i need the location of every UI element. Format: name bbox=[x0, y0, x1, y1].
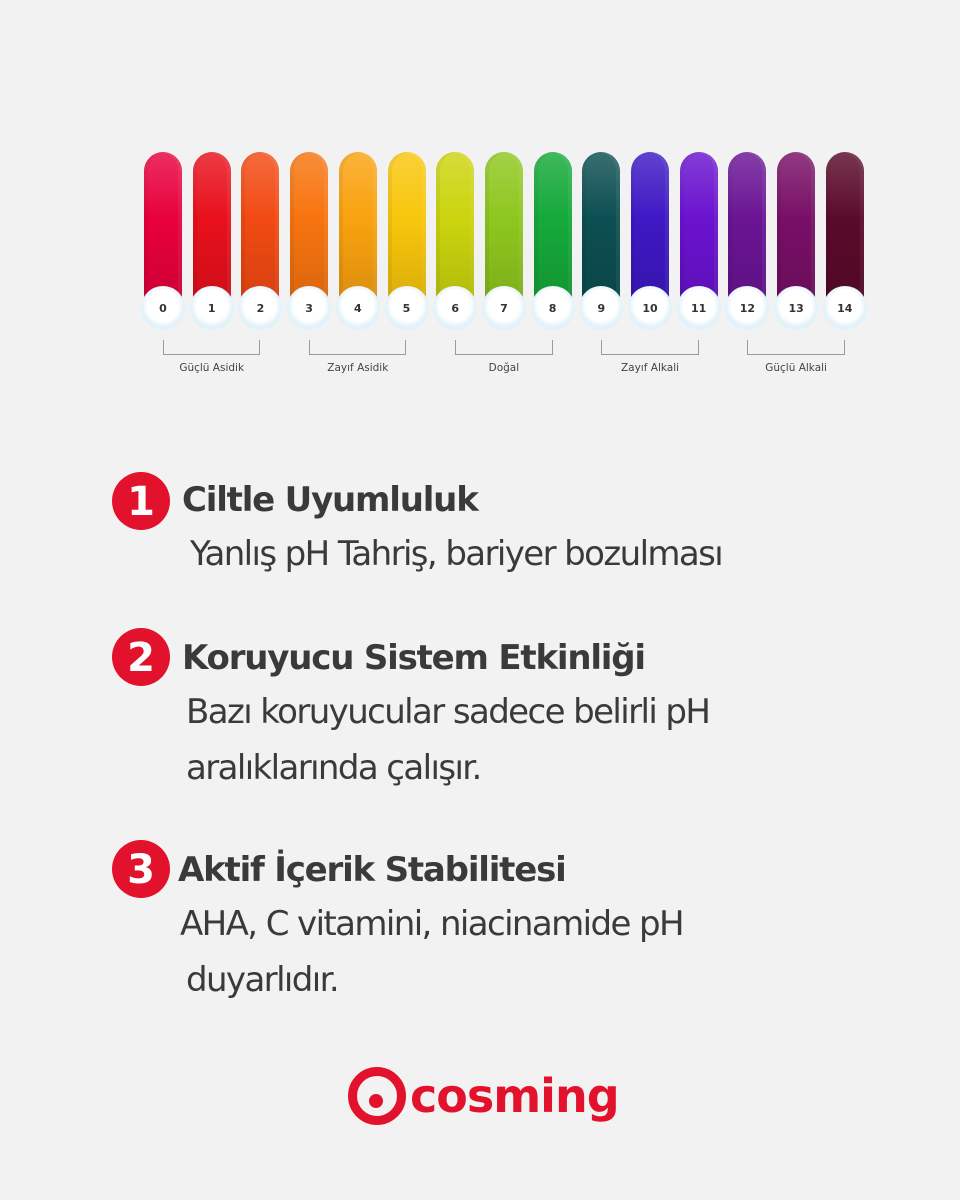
ph-tube-13 bbox=[777, 152, 815, 302]
ph-tube-10 bbox=[631, 152, 669, 302]
point-text-3b: duyarlıdır. bbox=[186, 960, 339, 1000]
ph-scale bbox=[0, 0, 960, 400]
ph-group-label: Güçlü Asidik bbox=[179, 362, 245, 374]
point-title-2: Koruyucu Sistem Etkinliği bbox=[182, 638, 645, 678]
number-badge-2: 2 bbox=[112, 628, 170, 686]
ph-tube-12 bbox=[728, 152, 766, 302]
ph-value-label: 14 bbox=[837, 301, 853, 315]
ph-value-label: 5 bbox=[402, 301, 411, 315]
brand-logo bbox=[348, 1064, 619, 1128]
ph-tube-3 bbox=[290, 152, 328, 302]
ph-value-10 bbox=[628, 286, 672, 330]
logo-mark-icon bbox=[348, 1067, 406, 1125]
point-text-2a: Bazı koruyucular sadece belirli pH bbox=[186, 692, 710, 732]
ph-group-label: Zayıf Alkali bbox=[620, 362, 680, 374]
ph-tube-5 bbox=[388, 152, 426, 302]
ph-value-12 bbox=[725, 286, 769, 330]
ph-value-5 bbox=[385, 286, 429, 330]
ph-value-11 bbox=[677, 286, 721, 330]
ph-value-2 bbox=[238, 286, 282, 330]
ph-value-label: 3 bbox=[305, 301, 313, 315]
ph-group-label: Güçlü Alkali bbox=[765, 362, 827, 374]
ph-value-label: 10 bbox=[642, 301, 658, 315]
point-text-1: Yanlış pH Tahriş, bariyer bozulması bbox=[190, 534, 723, 574]
ph-value-4 bbox=[336, 286, 380, 330]
point-title-3: Aktif İçerik Stabilitesi bbox=[178, 850, 566, 890]
ph-value-label: 0 bbox=[159, 301, 167, 315]
ph-value-9 bbox=[579, 286, 623, 330]
ph-value-7 bbox=[482, 286, 526, 330]
ph-group-bracket bbox=[601, 340, 698, 355]
ph-value-label: 11 bbox=[691, 301, 707, 315]
ph-tube-9 bbox=[582, 152, 620, 302]
ph-tube-2 bbox=[241, 152, 279, 302]
number-badge-3: 3 bbox=[112, 840, 170, 898]
ph-tube-14 bbox=[826, 152, 864, 302]
ph-tube-0 bbox=[144, 152, 182, 302]
ph-tube-1 bbox=[193, 152, 231, 302]
ph-value-1 bbox=[190, 286, 234, 330]
ph-value-13 bbox=[774, 286, 818, 330]
ph-value-label: 4 bbox=[353, 301, 362, 315]
ph-value-label: 6 bbox=[451, 301, 460, 315]
ph-tube-11 bbox=[680, 152, 718, 302]
ph-value-8 bbox=[531, 286, 575, 330]
ph-value-label: 12 bbox=[739, 301, 756, 315]
ph-group-label: Doğal bbox=[488, 362, 520, 374]
point-title-1: Ciltle Uyumluluk bbox=[182, 480, 478, 520]
ph-group-label: Zayıf Asidik bbox=[327, 362, 389, 374]
ph-tube-4 bbox=[339, 152, 377, 302]
brand-name: cosming bbox=[410, 1069, 619, 1123]
point-text-3a: AHA, C vitamini, niacinamide pH bbox=[180, 904, 683, 944]
ph-value-label: 1 bbox=[207, 301, 216, 315]
ph-value-label: 13 bbox=[788, 301, 804, 315]
ph-tube-8 bbox=[534, 152, 572, 302]
ph-group-bracket bbox=[747, 340, 844, 355]
ph-value-3 bbox=[287, 286, 331, 330]
ph-tube-7 bbox=[485, 152, 523, 302]
ph-value-label: 8 bbox=[548, 301, 557, 315]
ph-value-14 bbox=[823, 286, 867, 330]
ph-value-label: 9 bbox=[597, 301, 606, 315]
point-text-2b: aralıklarında çalışır. bbox=[186, 748, 481, 788]
ph-value-label: 7 bbox=[500, 301, 508, 315]
ph-value-0 bbox=[141, 286, 185, 330]
ph-value-6 bbox=[433, 286, 477, 330]
ph-group-bracket bbox=[455, 340, 552, 355]
ph-group-bracket bbox=[309, 340, 406, 355]
ph-group-bracket bbox=[163, 340, 260, 355]
ph-value-label: 2 bbox=[256, 301, 265, 315]
ph-tube-6 bbox=[436, 152, 474, 302]
number-badge-1: 1 bbox=[112, 472, 170, 530]
